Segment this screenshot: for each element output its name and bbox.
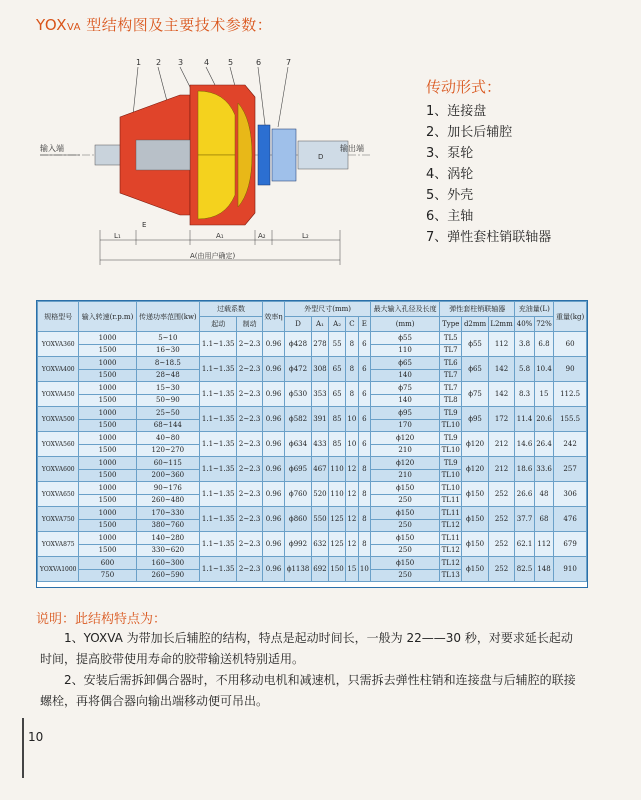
callout-1: 1 [136,58,142,67]
callout-4: 4 [204,58,210,67]
cell-A1: 692 [311,557,328,582]
th-start: 起动 [200,317,237,332]
cell-type: TL10 [440,444,462,457]
cell-eff: 0.96 [262,382,284,407]
cell-E: 8 [358,532,370,557]
cell-power: 50~90 [136,394,200,407]
cell-C: 15 [346,557,358,582]
cell-bore-length: 250 [371,544,440,557]
cell-A2: 110 [329,482,346,507]
cell-type: TL10 [440,482,462,495]
cell-speed: 1000 [79,382,136,395]
cell-brake: 2~2.3 [237,457,263,482]
cell-type: TL13 [440,569,462,582]
cell-power: 16~30 [136,344,200,357]
cell-oil40: 62.1 [515,532,534,557]
cell-start: 1.1~1.35 [200,332,237,357]
output-label: 输出端 [340,144,364,153]
cell-start: 1.1~1.35 [200,432,237,457]
cell-A1: 308 [311,357,328,382]
cell-type: TL6 [440,357,462,370]
note-2: 2、安装后需拆卸偶合器时，不用移动电机和减速机，只需拆去弹性柱销和连接盘与后辅腔的联接螺栓，再将偶合器向输出端移动便可吊出。 [40,673,576,708]
spec-table [37,301,587,582]
spec-table-body [38,332,587,582]
cell-E: 6 [358,407,370,432]
cell-weight: 476 [554,507,587,532]
cell-D: ϕ428 [285,332,312,357]
cell-type: TL11 [440,532,462,545]
cell-d2: ϕ150 [462,532,488,557]
cell-A2: 125 [329,532,346,557]
th-bore: 最大输入孔径及长度 [371,302,440,317]
th-oil72: 72% [534,317,553,332]
cell-oil40: 14.6 [515,432,534,457]
cell-oil40: 82.5 [515,557,534,582]
cell-brake: 2~2.3 [237,532,263,557]
cell-D: ϕ530 [285,382,312,407]
cell-eff: 0.96 [262,407,284,432]
cell-C: 12 [346,507,358,532]
cell-oil72: 68 [534,507,553,532]
cell-speed: 1500 [79,494,136,507]
cell-A2: 110 [329,457,346,482]
cell-d2: ϕ120 [462,457,488,482]
cell-l2: 112 [488,332,515,357]
cell-type: TL11 [440,507,462,520]
cell-type: TL10 [440,419,462,432]
cell-power: 120~270 [136,444,200,457]
cell-power: 40~80 [136,432,200,445]
legend-item: 2、加长后辅腔 [426,125,513,140]
th-model: 规格型号 [38,302,79,332]
cell-power: 25~50 [136,407,200,420]
cell-weight: 242 [554,432,587,457]
cell-type: TL7 [440,369,462,382]
cell-A1: 467 [311,457,328,482]
cell-l2: 212 [488,457,515,482]
cell-eff: 0.96 [262,557,284,582]
cell-l2: 142 [488,357,515,382]
th-eff: 效率η [262,302,284,332]
cell-D: ϕ760 [285,482,312,507]
cell-l2: 252 [488,557,515,582]
note-1: 1、YOXVA 为带加长后辅腔的结构，特点是起动时间长，一般为 22——30 秒，对要求延长起动时间，提高胶带使用寿命的胶带输送机特别适用。 [40,631,573,666]
cell-type: TL9 [440,432,462,445]
cell-D: ϕ695 [285,457,312,482]
cell-weight: 155.5 [554,407,587,432]
cell-d2: ϕ65 [462,357,488,382]
cell-d2: ϕ150 [462,482,488,507]
th-E: E [358,317,370,332]
cell-D: ϕ1138 [285,557,312,582]
cell-power: 380~760 [136,519,200,532]
cell-power: 140~280 [136,532,200,545]
cell-bore-diameter: ϕ120 [371,432,440,445]
cell-C: 8 [346,357,358,382]
cell-d2: ϕ95 [462,407,488,432]
cell-weight: 910 [554,557,587,582]
cell-A1: 353 [311,382,328,407]
callout-3: 3 [178,58,184,67]
legend-item: 3、泵轮 [426,146,474,161]
cell-power: 170~330 [136,507,200,520]
cell-C: 8 [346,332,358,357]
cell-speed: 1000 [79,482,136,495]
th-bore-unit: (mm) [371,317,440,332]
cell-bore-diameter: ϕ150 [371,482,440,495]
cell-oil72: 148 [534,557,553,582]
cell-brake: 2~2.3 [237,557,263,582]
cell-eff: 0.96 [262,507,284,532]
cell-C: 8 [346,382,358,407]
th-A2: A₂ [329,317,346,332]
legend-item: 1、连接盘 [426,104,487,119]
cell-d2: ϕ150 [462,557,488,582]
cell-type: TL7 [440,344,462,357]
callout-2: 2 [156,58,162,67]
transmission-legend [426,76,626,248]
cell-power: 5~10 [136,332,200,345]
table-row [38,407,587,420]
cell-start: 1.1~1.35 [200,407,237,432]
cell-power: 260~590 [136,569,200,582]
cell-E: 6 [358,382,370,407]
cell-speed: 1500 [79,544,136,557]
cell-eff: 0.96 [262,457,284,482]
cell-brake: 2~2.3 [237,382,263,407]
cell-l2: 252 [488,507,515,532]
cell-speed: 1500 [79,369,136,382]
cell-start: 1.1~1.35 [200,507,237,532]
cell-A1: 278 [311,332,328,357]
dim-L1: L₁ [114,232,121,240]
cell-oil72: 6.8 [534,332,553,357]
cell-start: 1.1~1.35 [200,382,237,407]
cell-eff: 0.96 [262,432,284,457]
cell-oil40: 8.3 [515,382,534,407]
coupling-drawing [40,55,400,275]
table-row [38,482,587,495]
cell-type: TL12 [440,519,462,532]
cell-C: 10 [346,432,358,457]
cell-bore-length: 110 [371,344,440,357]
cell-start: 1.1~1.35 [200,357,237,382]
callout-7: 7 [286,58,292,67]
cell-power: 160~300 [136,557,200,570]
cell-E: 10 [358,557,370,582]
cell-power: 28~48 [136,369,200,382]
cell-speed: 1500 [79,394,136,407]
cell-A1: 391 [311,407,328,432]
cell-E: 8 [358,457,370,482]
notes-title: 说明：此结构特点为： [36,612,167,627]
cell-speed: 1000 [79,357,136,370]
table-row [38,507,587,520]
th-d2: d2mm [462,317,488,332]
page-edge-line [22,718,24,778]
cell-power: 260~480 [136,494,200,507]
cell-start: 1.1~1.35 [200,457,237,482]
cell-A2: 55 [329,332,346,357]
cell-bore-diameter: ϕ150 [371,532,440,545]
cell-model: YOXVA650 [38,482,79,507]
th-oil: 充油量(L) [515,302,554,317]
cell-brake: 2~2.3 [237,507,263,532]
cell-model: YOXVA560 [38,432,79,457]
cell-l2: 212 [488,432,515,457]
callout-6: 6 [256,58,262,67]
cell-oil40: 18.6 [515,457,534,482]
cell-speed: 1500 [79,344,136,357]
cell-type: TL10 [440,469,462,482]
cell-A1: 550 [311,507,328,532]
cell-oil72: 15 [534,382,553,407]
cell-speed: 750 [79,569,136,582]
th-oil40: 40% [515,317,534,332]
th-dims: 外型尺寸(mm) [285,302,371,317]
spec-table-container [36,300,588,588]
cell-power: 200~360 [136,469,200,482]
table-row [38,557,587,570]
cell-bore-diameter: ϕ95 [371,407,440,420]
cell-power: 60~115 [136,457,200,470]
legend-title: 传动形式： [426,78,502,96]
cell-oil72: 10.4 [534,357,553,382]
cell-weight: 257 [554,457,587,482]
cell-model: YOXVA1000 [38,557,79,582]
cell-oil40: 3.8 [515,332,534,357]
th-A1: A₁ [311,317,328,332]
cell-l2: 142 [488,382,515,407]
cell-E: 6 [358,432,370,457]
cell-eff: 0.96 [262,332,284,357]
th-l2: L2mm [488,317,515,332]
cell-oil72: 26.4 [534,432,553,457]
th-power: 传递功率范围(kw) [136,302,200,332]
th-speed: 输入转速(r.p.m) [79,302,136,332]
cell-type: TL11 [440,494,462,507]
legend-item: 5、外壳 [426,188,474,203]
cell-A2: 85 [329,407,346,432]
cell-model: YOXVA360 [38,332,79,357]
cell-speed: 1000 [79,407,136,420]
cell-C: 10 [346,407,358,432]
cell-E: 8 [358,482,370,507]
cell-brake: 2~2.3 [237,357,263,382]
cell-brake: 2~2.3 [237,482,263,507]
legend-item: 7、弹性套柱销联轴器 [426,230,552,245]
th-weight: 重量(kg) [554,302,587,332]
cell-C: 12 [346,482,358,507]
dim-A2: A₂ [258,232,266,240]
cell-start: 1.1~1.35 [200,557,237,582]
cell-l2: 252 [488,482,515,507]
callout-5: 5 [228,58,234,67]
cell-type: TL8 [440,394,462,407]
dim-D: D [318,153,324,161]
th-type: Type [440,317,462,332]
cell-eff: 0.96 [262,532,284,557]
cell-speed: 1500 [79,519,136,532]
cell-D: ϕ860 [285,507,312,532]
cell-type: TL9 [440,457,462,470]
cell-type: TL12 [440,557,462,570]
cell-oil72: 20.6 [534,407,553,432]
table-row [38,532,587,545]
cell-speed: 1000 [79,332,136,345]
cell-speed: 1500 [79,469,136,482]
cell-eff: 0.96 [262,357,284,382]
dim-A1: A₁ [216,232,224,240]
cell-model: YOXVA875 [38,532,79,557]
cell-speed: 1000 [79,432,136,445]
cell-l2: 252 [488,532,515,557]
cell-type: TL5 [440,332,462,345]
cell-type: TL12 [440,544,462,557]
cell-E: 8 [358,507,370,532]
table-row [38,382,587,395]
cell-oil72: 48 [534,482,553,507]
cell-A1: 520 [311,482,328,507]
dim-E: E [142,221,147,229]
cell-speed: 1500 [79,444,136,457]
cell-bore-diameter: ϕ150 [371,507,440,520]
cell-bore-diameter: ϕ65 [371,357,440,370]
cell-eff: 0.96 [262,482,284,507]
cell-C: 12 [346,457,358,482]
cell-oil40: 11.4 [515,407,534,432]
cell-l2: 172 [488,407,515,432]
cell-bore-length: 210 [371,444,440,457]
dim-A: A(由用户确定) [190,252,236,260]
cell-type: TL7 [440,382,462,395]
cell-weight: 90 [554,357,587,382]
cell-brake: 2~2.3 [237,332,263,357]
cell-D: ϕ582 [285,407,312,432]
page-title: YOXVA 型结构图及主要技术参数： [36,16,273,34]
cell-weight: 306 [554,482,587,507]
dim-L2: L₂ [302,232,309,240]
cell-power: 8~18.5 [136,357,200,370]
cell-power: 68~144 [136,419,200,432]
cell-bore-diameter: ϕ150 [371,557,440,570]
cell-A1: 632 [311,532,328,557]
cell-A2: 85 [329,432,346,457]
cell-bore-diameter: ϕ120 [371,457,440,470]
cell-power: 90~176 [136,482,200,495]
cell-model: YOXVA400 [38,357,79,382]
cell-type: TL9 [440,407,462,420]
th-overload: 过载系数 [200,302,263,317]
cell-power: 330~620 [136,544,200,557]
cell-bore-length: 250 [371,519,440,532]
th-C: C [346,317,358,332]
cell-oil40: 37.7 [515,507,534,532]
th-brake: 制动 [237,317,263,332]
cell-A2: 65 [329,382,346,407]
legend-item: 6、主轴 [426,209,474,224]
cell-model: YOXVA500 [38,407,79,432]
cell-oil72: 112 [534,532,553,557]
table-row [38,457,587,470]
cell-d2: ϕ120 [462,432,488,457]
input-label: 输入端 [40,144,64,153]
cell-D: ϕ634 [285,432,312,457]
cell-D: ϕ992 [285,532,312,557]
cell-d2: ϕ75 [462,382,488,407]
cell-d2: ϕ150 [462,507,488,532]
table-row [38,432,587,445]
cell-E: 6 [358,332,370,357]
cell-weight: 60 [554,332,587,357]
cell-bore-length: 250 [371,569,440,582]
cell-speed: 1000 [79,532,136,545]
cell-speed: 1500 [79,419,136,432]
cell-weight: 679 [554,532,587,557]
cell-A2: 65 [329,357,346,382]
cell-oil40: 26.6 [515,482,534,507]
th-D: D [285,317,312,332]
cell-start: 1.1~1.35 [200,482,237,507]
cell-d2: ϕ55 [462,332,488,357]
cell-A2: 150 [329,557,346,582]
cell-model: YOXVA450 [38,382,79,407]
cell-brake: 2~2.3 [237,407,263,432]
cell-A1: 433 [311,432,328,457]
cell-power: 15~30 [136,382,200,395]
cell-start: 1.1~1.35 [200,532,237,557]
cell-bore-length: 210 [371,469,440,482]
th-coupling: 弹性套柱销联轴器 [440,302,515,317]
cell-brake: 2~2.3 [237,432,263,457]
page-number: 10 [28,730,44,744]
cell-C: 12 [346,532,358,557]
legend-item: 4、涡轮 [426,167,474,182]
cell-weight: 112.5 [554,382,587,407]
cell-model: YOXVA750 [38,507,79,532]
table-row [38,357,587,370]
cell-speed: 600 [79,557,136,570]
cell-speed: 1000 [79,457,136,470]
cell-bore-length: 170 [371,419,440,432]
cell-A2: 125 [329,507,346,532]
cell-speed: 1000 [79,507,136,520]
cell-D: ϕ472 [285,357,312,382]
table-row [38,332,587,345]
cell-oil72: 33.6 [534,457,553,482]
cell-oil40: 5.8 [515,357,534,382]
cell-bore-diameter: ϕ55 [371,332,440,345]
cell-E: 6 [358,357,370,382]
cell-bore-length: 140 [371,369,440,382]
cell-bore-diameter: ϕ75 [371,382,440,395]
cell-bore-length: 140 [371,394,440,407]
cell-model: YOXVA600 [38,457,79,482]
cell-bore-length: 250 [371,494,440,507]
